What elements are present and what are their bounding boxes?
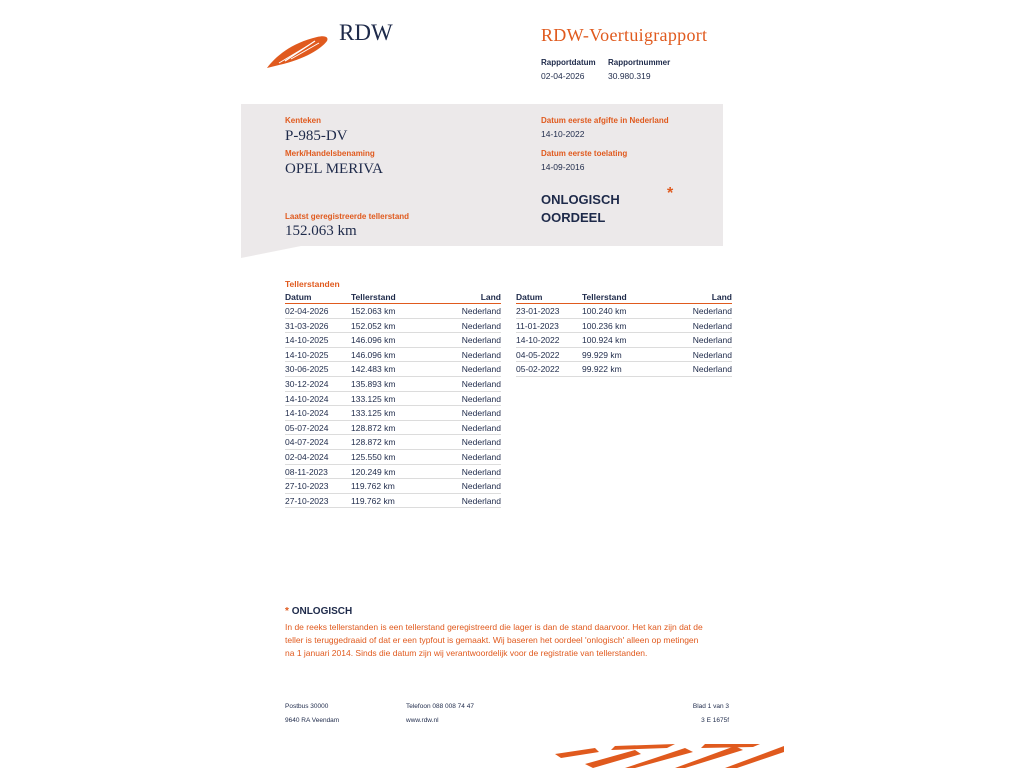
reading-country: Nederland	[692, 320, 732, 331]
table-row	[285, 377, 501, 392]
reading-country: Nederland	[461, 306, 501, 316]
reading-km: 99.929 km	[582, 349, 622, 360]
reading-km: 119.762 km	[351, 495, 395, 506]
table-row	[285, 435, 501, 450]
reading-date: 14-10-2025	[285, 349, 329, 360]
report-number: 30.980.319	[608, 71, 651, 81]
header-reading: Tellerstand	[582, 292, 627, 302]
reading-country: Nederland	[692, 335, 732, 346]
readings-table-left	[285, 292, 501, 508]
table-row	[285, 304, 501, 319]
table-row	[516, 333, 732, 348]
reading-country: Nederland	[461, 466, 501, 477]
table-row	[516, 348, 732, 363]
table-row	[285, 421, 501, 436]
reading-km: 152.063 km	[351, 306, 396, 316]
reading-km: 142.483 km	[351, 364, 396, 375]
table-row	[285, 362, 501, 377]
make-value: OPEL MERIVA	[285, 161, 383, 177]
header-country: Land	[711, 292, 732, 302]
reading-country: Nederland	[461, 481, 501, 492]
readings-title: Tellerstanden	[285, 279, 340, 289]
reading-country: Nederland	[461, 364, 501, 375]
footer-city: 9640 RA Veendam	[285, 717, 340, 724]
footer-phone: Telefoon 088 008 74 47	[406, 703, 474, 710]
reading-km: 133.125 km	[351, 408, 396, 419]
report-date: 02-04-2026	[541, 71, 585, 81]
readings-table-right	[516, 292, 732, 377]
reading-date: 08-11-2023	[285, 466, 328, 477]
plate-value: P-985-DV	[285, 128, 348, 144]
reading-date: 23-01-2023	[516, 306, 560, 316]
reading-date: 05-07-2024	[285, 422, 329, 433]
table-row	[516, 319, 732, 334]
reading-date: 11-01-2023	[516, 320, 559, 331]
reading-country: Nederland	[461, 378, 501, 389]
table-row	[285, 479, 501, 494]
reading-km: 125.550 km	[351, 451, 396, 462]
make-label: Merk/Handelsbenaming	[285, 149, 375, 158]
brand-name: RDW	[339, 20, 393, 45]
reading-date: 30-12-2024	[285, 378, 329, 389]
reading-country: Nederland	[461, 349, 501, 360]
table-row	[285, 319, 501, 334]
footer-postbus: Postbus 30000	[285, 703, 329, 710]
reading-km: 128.872 km	[351, 437, 396, 448]
reading-country: Nederland	[461, 320, 501, 331]
table-row	[285, 348, 501, 363]
rdw-logo-icon	[265, 33, 331, 69]
first-registration-nl-value: 14-10-2022	[541, 129, 585, 139]
table-row	[285, 392, 501, 407]
note-body: In de reeks tellerstanden is een tellerstand geregistreerd die lager is dan de stand daarvoor. Het kan zijn dat de teller is teruggedraaid of dat er een typfout is gemaakt. Wij baseren het oordeel 'onlogisch' alleen op metingen na 1 januari 2014. Sinds die datum zijn wij verantwoordelijk voor de registratie van tellerstanden.	[285, 622, 703, 658]
reading-country: Nederland	[461, 495, 501, 506]
reading-country: Nederland	[461, 437, 501, 448]
reading-country: Nederland	[461, 408, 501, 419]
reading-km: 100.236 km	[582, 320, 627, 331]
verdict-text: ONLOGISCH OORDEEL	[541, 192, 620, 225]
table-row	[285, 333, 501, 348]
note-title	[285, 606, 352, 617]
decorative-stripes-icon	[555, 744, 784, 768]
footer-code: 3 E 1675f	[701, 717, 729, 724]
reading-km: 146.096 km	[351, 349, 396, 360]
reading-date: 04-07-2024	[285, 437, 329, 448]
odometer-value: 152.063 km	[285, 223, 357, 239]
header-date: Datum	[516, 292, 543, 302]
first-registration-nl-label: Datum eerste afgifte in Nederland	[541, 116, 669, 125]
reading-km: 99.922 km	[582, 364, 622, 375]
reading-country: Nederland	[461, 335, 501, 346]
reading-country: Nederland	[692, 364, 732, 375]
report-date-label: Rapportdatum	[541, 58, 596, 67]
table-row	[285, 450, 501, 465]
report-number-label: Rapportnummer	[608, 58, 671, 67]
header-country: Land	[480, 292, 501, 302]
reading-km: 146.096 km	[351, 335, 396, 346]
odometer-label: Laatst geregistreerde tellerstand	[285, 212, 410, 221]
first-admission-value: 14-09-2016	[541, 162, 585, 172]
first-admission-label: Datum eerste toelating	[541, 149, 628, 158]
reading-date: 14-10-2025	[285, 335, 329, 346]
reading-country: Nederland	[461, 393, 501, 404]
reading-km: 152.052 km	[351, 320, 396, 331]
reading-country: Nederland	[461, 451, 501, 462]
reading-km: 128.872 km	[351, 422, 396, 433]
reading-date: 14-10-2024	[285, 408, 329, 419]
reading-km: 119.762 km	[351, 481, 395, 492]
reading-km: 100.240 km	[582, 306, 627, 316]
reading-km: 135.893 km	[351, 378, 396, 389]
reading-date: 27-10-2023	[285, 495, 329, 506]
reading-date: 14-10-2022	[516, 335, 560, 346]
summary-panel-tab	[241, 246, 301, 258]
reading-km: 100.924 km	[582, 335, 627, 346]
reading-date: 14-10-2024	[285, 393, 329, 404]
reading-date: 30-06-2025	[285, 364, 329, 375]
reading-date: 05-02-2022	[516, 364, 560, 375]
table-header	[285, 292, 501, 304]
footer-web[interactable]: www.rdw.nl	[406, 717, 439, 724]
reading-country: Nederland	[692, 306, 732, 316]
header-reading: Tellerstand	[351, 292, 396, 302]
header-date: Datum	[285, 292, 312, 302]
reading-date: 04-05-2022	[516, 349, 560, 360]
reading-date: 02-04-2026	[285, 306, 329, 316]
note-star: *	[285, 606, 289, 617]
verdict-star: *	[667, 185, 674, 202]
report-title: RDW-Voertuigrapport	[541, 25, 708, 45]
reading-km: 120.249 km	[351, 466, 396, 477]
table-row	[516, 304, 732, 319]
reading-km: 133.125 km	[351, 393, 396, 404]
reading-date: 31-03-2026	[285, 320, 329, 331]
reading-date: 02-04-2024	[285, 451, 329, 462]
reading-country: Nederland	[461, 422, 501, 433]
reading-date: 27-10-2023	[285, 481, 329, 492]
reading-country: Nederland	[692, 349, 732, 360]
table-row	[516, 362, 732, 377]
footer-page: Blad 1 van 3	[692, 703, 729, 710]
note-title-text: ONLOGISCH	[291, 606, 353, 617]
table-row	[285, 465, 501, 480]
table-row	[285, 406, 501, 421]
plate-label: Kenteken	[285, 116, 322, 125]
table-row	[285, 494, 501, 509]
table-header	[516, 292, 732, 304]
